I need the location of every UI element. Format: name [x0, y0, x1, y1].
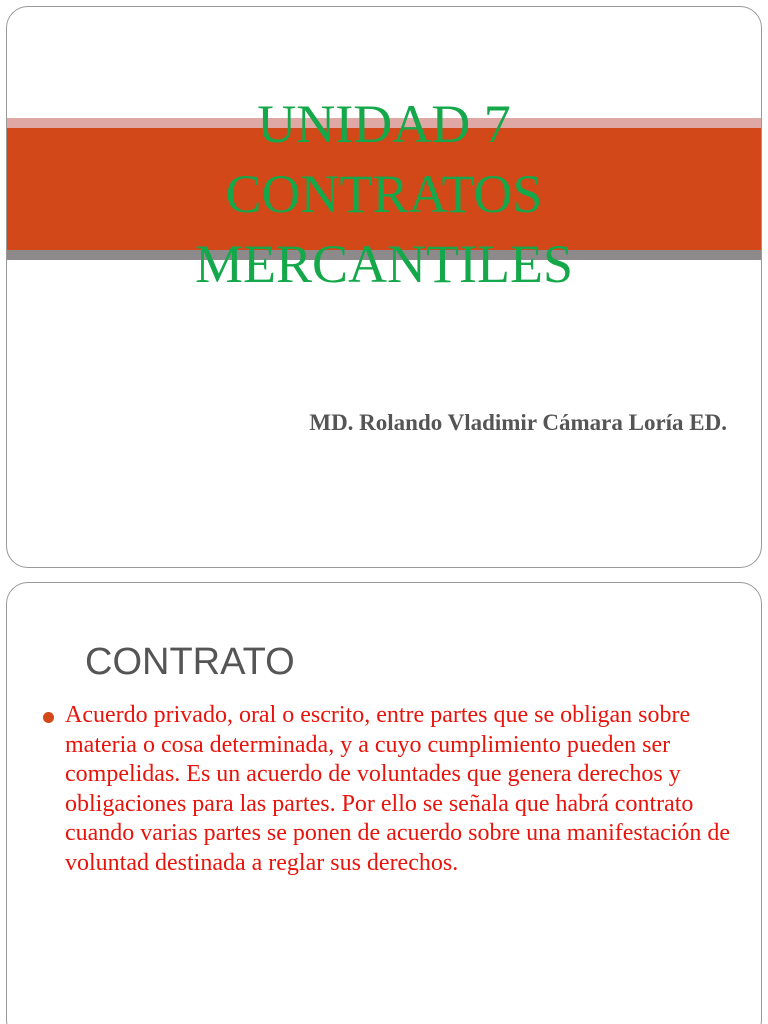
title-slide	[6, 6, 762, 568]
title-line-3: MERCANTILES	[195, 234, 573, 294]
slide-title	[7, 89, 761, 299]
title-line-1: UNIDAD 7	[257, 94, 511, 154]
bullet-text: Acuerdo privado, oral o escrito, entre partes que se obligan sobre materia o cosa determinada, y a cuyo cumplimiento pueden ser compelidas. Es un acuerdo de voluntades que genera derechos y obligaciones para las partes. Por ello se señala que habrá contrato cuando varias partes se ponen de acuerdo sobre una manifestación de voluntad destinada a reglar sus derechos.	[65, 702, 731, 876]
title-line-2: CONTRATOS	[225, 164, 543, 224]
author-line: MD. Rolando Vladimir Cámara Loría ED.	[309, 410, 727, 435]
slide-heading: CONTRATO	[85, 641, 295, 683]
content-slide	[6, 582, 762, 1024]
bullet-dot-icon	[43, 712, 54, 723]
